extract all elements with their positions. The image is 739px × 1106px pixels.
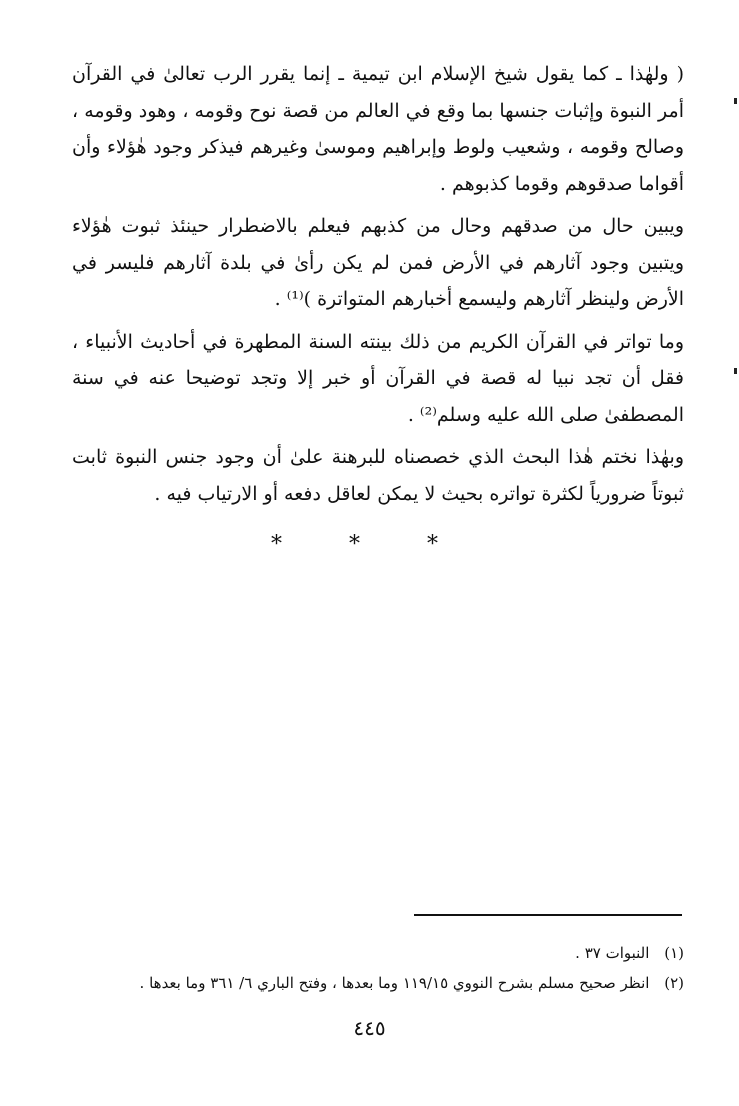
- footnote-2: [72, 968, 684, 998]
- footnote-2-number: (٢): [664, 974, 684, 992]
- scan-mark-middle: [734, 368, 737, 374]
- footnotes: [72, 938, 684, 998]
- paragraph-3-text: وما تواتر في القرآن الكريم من ذلك بينته السنة المطهرة في أحاديث الأنبياء ، فقل أن تجد نبيا له قصة في القرآن أو خبر إلا وتجد توضيحا عنه في سنة المصطفىٰ صلى الله عليه وسلم⁽²⁾ .: [72, 330, 685, 426]
- footnote-2-text: انظر صحيح مسلم بشرح النووي ١١٩/١٥ وما بعدها ، وفتح الباري ٦/ ٣٦١ وما بعدها .: [139, 974, 650, 992]
- paragraph-2: [72, 208, 684, 318]
- paragraph-2-text: ويبين حال من صدقهم وحال من كذبهم فيعلم بالاضطرار حينئذ ثبوت هٰؤلاء ويتبين وجود آثارهم في الأرض فمن لم يكن رأىٰ في بلدة آثارهم فليسر في الأرض ولينظر آثارهم وليسمع أخبارهم المتواترة )⁽¹⁾ .: [72, 215, 684, 310]
- paragraph-4-text: وبهٰذا نختم هٰذا البحث الذي خصصناه للبرهنة علىٰ أن وجود جنس النبوة ثابت ثبوتاً ضرورياً لكثرة تواتره بحيث لا يمكن لعاقل دفعه أو الارتياب فيه .: [72, 446, 684, 505]
- section-separator: * * *: [271, 532, 468, 557]
- paragraph-1: [72, 56, 684, 202]
- paragraph-3: [72, 324, 684, 434]
- footnote-1: [72, 938, 684, 968]
- footnote-rule: [414, 914, 682, 916]
- scan-mark-top: [734, 98, 737, 104]
- footnote-1-text: النبوات ٣٧ .: [575, 944, 650, 962]
- paragraph-4: [72, 439, 684, 512]
- footnote-1-number: (١): [664, 944, 684, 962]
- main-text: [72, 56, 684, 518]
- paragraph-1-text: ( ولهٰذا ـ كما يقول شيخ الإسلام ابن تيمية ـ إنما يقرر الرب تعالىٰ في القرآن أمر النبوة وإثبات جنسها بما وقع في العالم من قصة نوح وقومه ، وهود وقومه ، وصالح وقومه ، وشعيب ولوط وإبراهيم وموسىٰ وغيرهم فيذكر وجود هٰؤلاء وأن أقواما صدقوهم وقوما كذبوهم .: [72, 63, 684, 195]
- page-number: ٤٤٥: [353, 1016, 386, 1040]
